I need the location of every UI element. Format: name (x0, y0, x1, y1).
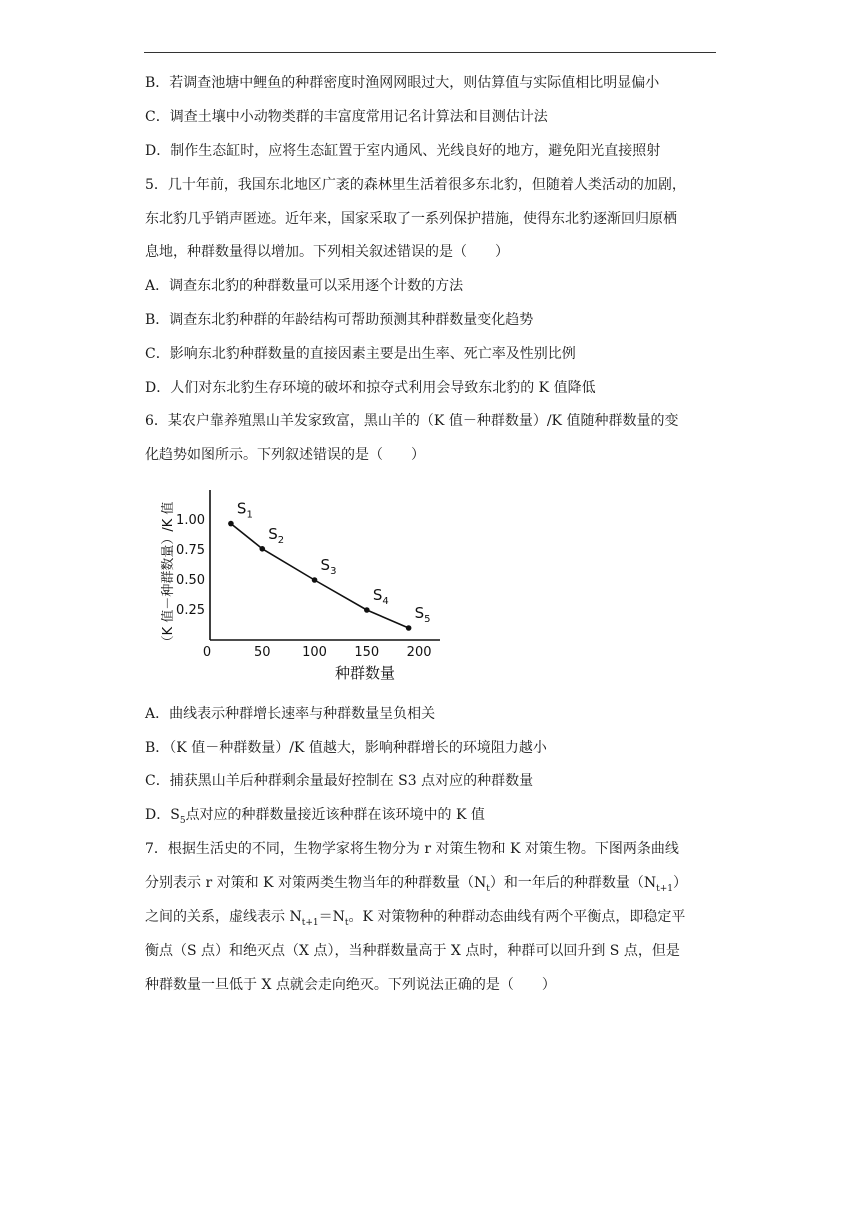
q7-stem-line (145, 873, 687, 893)
q6-option-c: C．捕获黑山羊后种群剩余量最好控制在 S3 点对应的种群数量 (145, 773, 534, 789)
q7-text: ） (672, 875, 687, 891)
population-ratio-chart (150, 480, 470, 690)
x-tick-label: 50 (253, 645, 271, 660)
q6-option-d-text: 点对应的种群数量接近该种群在该环境中的 K 值 (185, 807, 485, 823)
q7-subscript: t+1 (656, 883, 673, 894)
q5-option-a: A．调查东北豹的种群数量可以采用逐个计数的方法 (145, 278, 464, 294)
q5-option-c: C．影响东北豹种群数量的直接因素主要是出生率、死亡率及性别比例 (145, 346, 576, 362)
q7-text: 。K 对策物种的种群动态曲线有两个平衡点，即稳定平 (348, 909, 686, 925)
y-tick-label: 0.25 (176, 603, 205, 618)
q5-stem-line: 息地，种群数量得以增加。下列相关叙述错误的是（ ） (145, 244, 509, 260)
q7-stem-line: 种群数量一旦低于 X 点就会走向绝灭。下列说法正确的是（ ） (145, 977, 556, 993)
x-tick-label: 0 (202, 645, 212, 660)
chart-series (228, 500, 430, 631)
x-tick-label: 100 (302, 645, 327, 660)
q4-option-d: D．制作生态缸时，应将生态缸置于室内通风、光线良好的地方，避免阳光直接照射 (145, 143, 661, 159)
q5-option-d: D．人们对东北豹生存环境的破坏和掠夺式利用会导致东北豹的 K 值降低 (145, 380, 596, 396)
header-rule (144, 52, 716, 53)
y-tick-label: 0.50 (176, 573, 205, 588)
q7-stem-line: 7．根据生活史的不同，生物学家将生物分为 r 对策生物和 K 对策生物。下图两条曲线 (145, 841, 679, 857)
q7-text: ＝N (318, 909, 345, 925)
data-point (364, 607, 370, 613)
q5-option-b: B．调查东北豹种群的年龄结构可帮助预测其种群数量变化趋势 (145, 312, 534, 328)
point-label: $S_4$ (372, 586, 389, 607)
y-tick-label: 1.00 (176, 513, 205, 528)
q7-stem-line: 衡点（S 点）和绝灭点（X 点），当种群数量高于 X 点时，种群可以回升到 S 点，但是 (145, 943, 680, 959)
point-label: $S_5$ (414, 604, 431, 625)
x-axis-label: 种群数量 (334, 664, 396, 682)
point-label: $S_2$ (268, 524, 285, 546)
x-tick-label: 200 (406, 645, 432, 660)
q6-option-d-subscript: 5 (179, 815, 186, 826)
data-point (259, 546, 265, 552)
q5-stem-line: 东北豹几乎销声匿迹。近年来，国家采取了一系列保护措施，使得东北豹逐渐回归原栖 (145, 211, 677, 227)
q6-stem-line: 6．某农户靠养殖黑山羊发家致富，黑山羊的（K 值－种群数量）/K 值随种群数量的变 (145, 413, 679, 429)
q7-text: 之间的关系，虚线表示 N (145, 909, 302, 925)
data-point (312, 577, 318, 583)
y-tick-label: 0.75 (176, 543, 205, 558)
data-point (406, 625, 412, 631)
data-point (228, 521, 234, 527)
q6-option-d (145, 805, 485, 825)
q5-stem-line: 5．几十年前，我国东北地区广袤的森林里生活着很多东北豹，但随着人类活动的加剧， (145, 177, 686, 193)
q6-option-a: A．曲线表示种群增长速率与种群数量呈负相关 (145, 706, 436, 722)
q7-subscript: t (486, 883, 490, 894)
q7-text: 分别表示 r 对策和 K 对策两类生物当年的种群数量（N (145, 875, 487, 891)
q6-option-b: B．（K 值－种群数量）/K 值越大，影响种群增长的环境阻力越小 (145, 740, 547, 756)
q7-stem-line (145, 907, 685, 927)
chart-ticks (176, 513, 431, 660)
q4-option-b: B．若调查池塘中鲤鱼的种群密度时渔网网眼过大，则估算值与实际值相比明显偏小 (145, 75, 660, 91)
q6-stem-line: 化趋势如图所示。下列叙述错误的是（ ） (145, 447, 425, 463)
q7-text: ）和一年后的种群数量（N (489, 875, 657, 891)
x-tick-label: 150 (354, 645, 380, 660)
y-axis-label: （K 值－种群数量）/K 值 (161, 501, 176, 649)
q7-subscript: t (344, 917, 349, 928)
series-line (231, 524, 409, 628)
point-label: $S_1$ (236, 499, 253, 521)
q6-option-d-prefix: D．S (145, 807, 180, 823)
q7-subscript: t+1 (301, 917, 319, 928)
q4-option-c: C．调查土壤中小动物类群的丰富度常用记名计算法和目测估计法 (145, 109, 548, 125)
point-label: $S_3$ (320, 556, 337, 577)
